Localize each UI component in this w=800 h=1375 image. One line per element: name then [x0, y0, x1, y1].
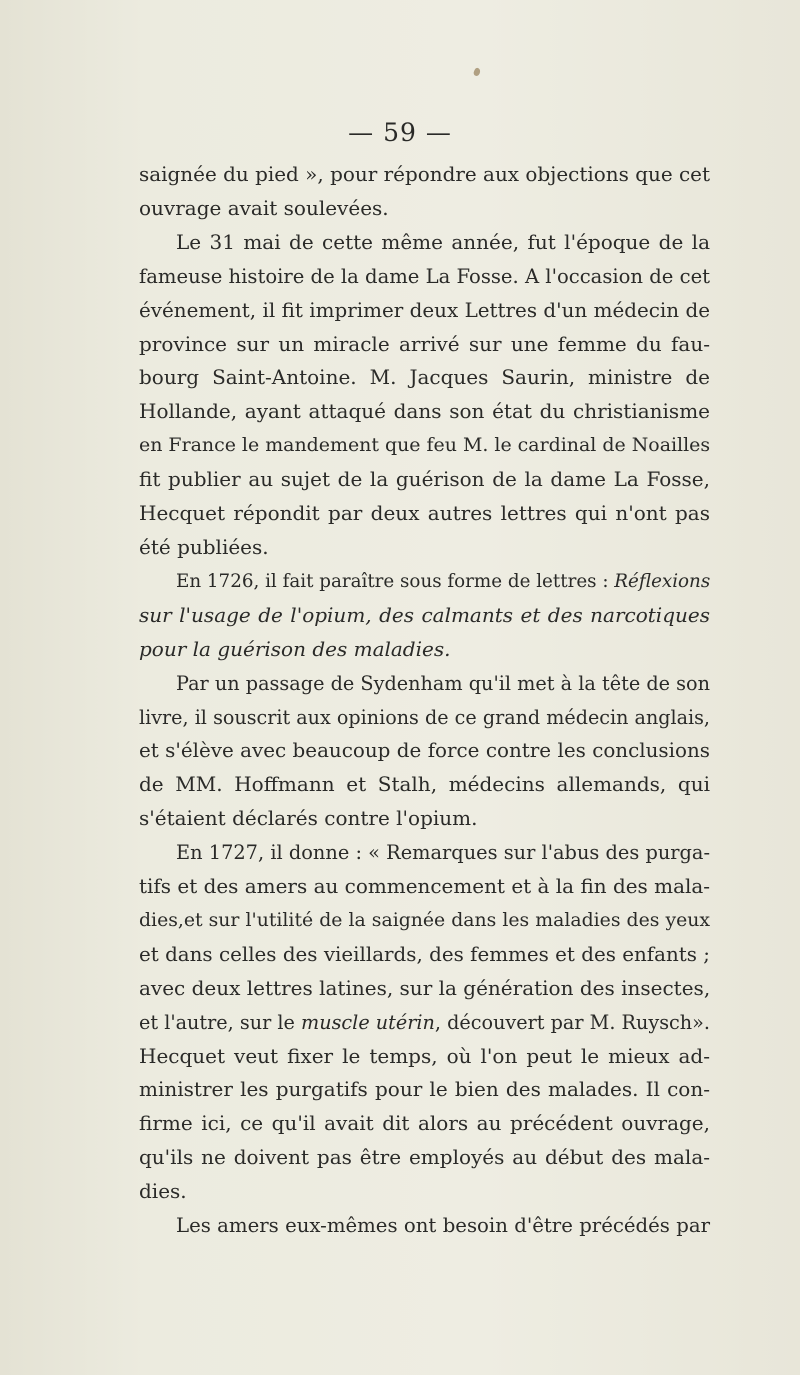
text-line — [139, 599, 710, 633]
text-segment: En 1726, il fait paraître sous forme de lettres : — [176, 570, 615, 592]
text-segment: ouvrage avait soulevées. — [139, 195, 389, 220]
text-line — [139, 429, 710, 463]
italic-segment: sur l'usage de l'opium, des calmants et des narcotiques — [139, 602, 710, 627]
text-line — [139, 497, 710, 531]
text-segment: qu'ils ne doivent pas être employés au début des mala- — [139, 1145, 710, 1170]
text-line — [139, 768, 710, 802]
text-line — [139, 463, 710, 497]
text-line — [139, 1073, 710, 1107]
text-line — [139, 328, 710, 362]
italic-segment: Réflexions — [614, 570, 711, 592]
text-segment: bourg Saint-Antoine. M. Jacques Saurin, ministre de — [139, 365, 710, 390]
text-segment: événement, il fit imprimer deux Lettres d'un médecin de — [139, 298, 710, 322]
text-segment: fit publier au sujet de la guérison de la dame La Fosse, — [139, 467, 710, 492]
text-segment: s'étaient déclarés contre l'opium. — [139, 806, 478, 831]
text-segment: Le 31 mai de cette même année, fut l'époque de la — [176, 229, 710, 254]
text-line — [139, 904, 710, 938]
text-line — [139, 395, 710, 429]
text-line — [139, 1175, 710, 1209]
text-segment: de MM. Hoffmann et Stalh, médecins allemands, qui — [139, 772, 710, 797]
text-segment: Par un passage de Sydenham qu'il met à la tête de son — [176, 671, 710, 695]
text-line — [139, 938, 710, 972]
italic-segment: pour la guérison des maladies. — [139, 636, 451, 661]
text-segment: dies. — [139, 1179, 187, 1204]
body-text — [139, 158, 710, 1243]
text-segment: fameuse histoire de la dame La Fosse. A l'occasion de cet — [139, 264, 711, 288]
text-segment: livre, il souscrit aux opinions de ce grand médecin anglais, — [139, 705, 710, 729]
text-segment: avec deux lettres latines, sur la génération des insectes, — [139, 975, 711, 1000]
text-segment: et dans celles des vieillards, des femmes et des enfants ; — [139, 942, 710, 966]
text-line — [139, 361, 710, 395]
text-line — [139, 633, 710, 667]
text-line — [139, 1209, 710, 1243]
text-line — [139, 565, 710, 599]
text-segment: Les amers eux-mêmes ont besoin d'être précédés par — [176, 1214, 710, 1238]
text-line — [139, 1107, 710, 1141]
text-segment: province sur un miracle arrivé sur une femme du fau- — [139, 331, 710, 356]
text-segment: et l'autre, sur le — [139, 1010, 302, 1034]
text-line — [139, 294, 710, 328]
text-line — [139, 972, 710, 1006]
text-segment: dies,et sur l'utilité de la saignée dans les maladies des yeux — [139, 909, 710, 931]
text-segment: et s'élève avec beaucoup de force contre les conclusions — [139, 739, 710, 763]
page-number: — 59 — — [348, 118, 452, 147]
text-line — [139, 260, 710, 294]
italic-segment: muscle utérin — [301, 1010, 435, 1034]
text-line — [139, 192, 710, 226]
text-line — [139, 667, 710, 701]
text-line — [139, 701, 710, 735]
text-line — [139, 226, 710, 260]
text-line — [139, 158, 710, 192]
text-segment: firme ici, ce qu'il avait dit alors au précédent ouvrage, — [139, 1111, 710, 1136]
text-segment: En 1727, il donne : « Remarques sur l'abus des purga- — [176, 841, 710, 865]
text-segment: en France le mandement que feu M. le cardinal de Noailles — [139, 434, 711, 457]
text-line — [139, 836, 710, 870]
text-segment: Hecquet veut fixer le temps, où l'on peut le mieux ad- — [139, 1043, 710, 1068]
text-segment: , découvert par M. Ruysch». — [434, 1010, 710, 1034]
ink-speck — [473, 67, 482, 77]
text-line — [139, 870, 710, 904]
text-segment: Hollande, ayant attaqué dans son état du christianisme — [139, 399, 710, 424]
text-segment: ministrer les purgatifs pour le bien des malades. Il con- — [139, 1077, 710, 1102]
text-segment: Hecquet répondit par deux autres lettres qui n'ont pas — [139, 501, 710, 526]
text-line — [139, 1006, 710, 1040]
text-line — [139, 802, 710, 836]
text-segment: saignée du pied », pour répondre aux objections que cet — [139, 162, 710, 186]
text-line — [139, 531, 710, 565]
text-line — [139, 734, 710, 768]
text-segment: tifs et des amers au commencement et à la fin des mala- — [139, 874, 710, 899]
text-line — [139, 1040, 710, 1074]
text-line — [139, 1141, 710, 1175]
text-segment: été publiées. — [139, 534, 269, 559]
